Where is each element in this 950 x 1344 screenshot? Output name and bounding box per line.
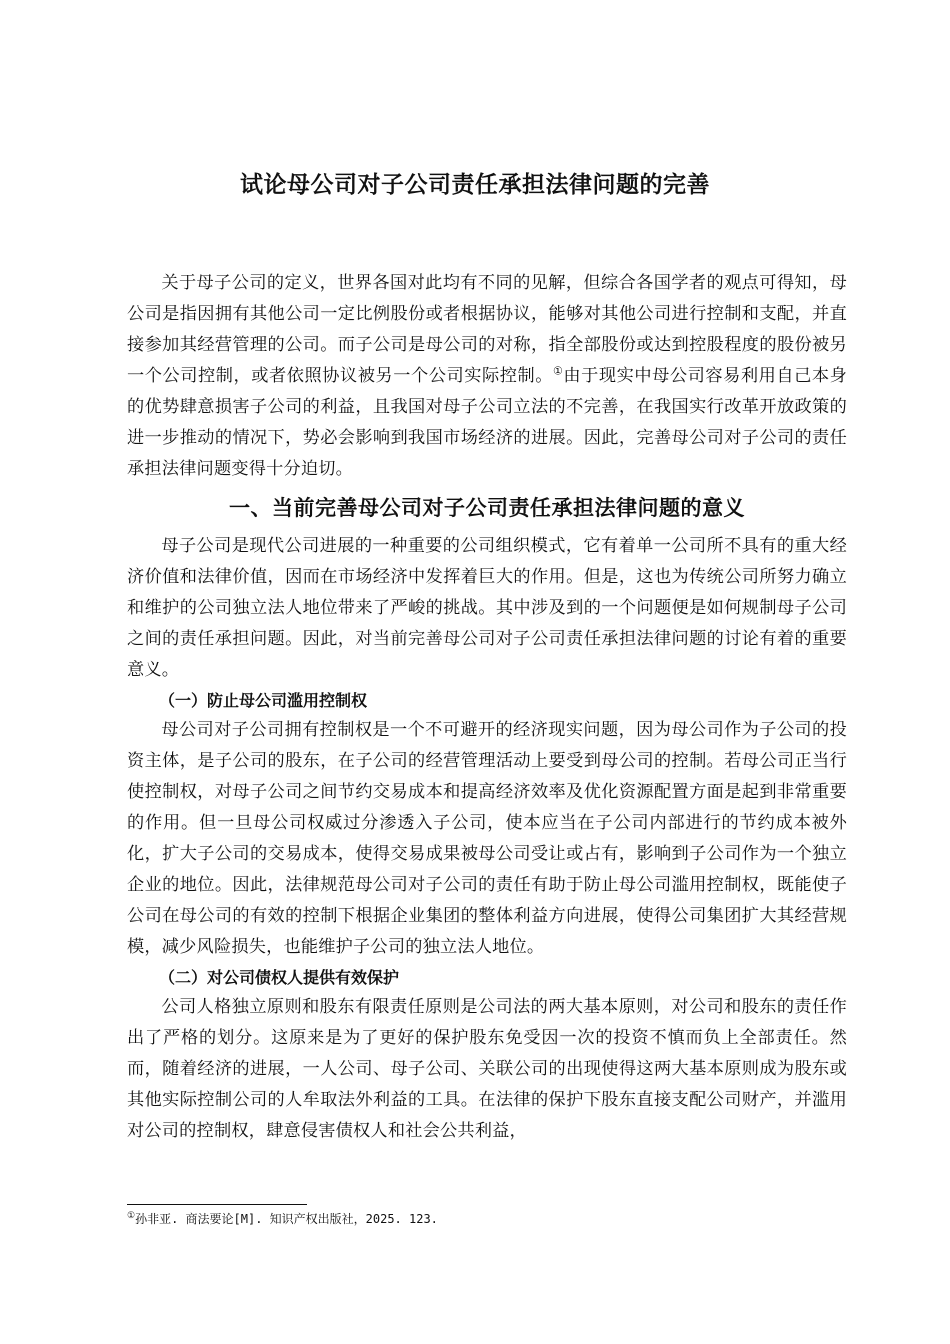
subsection-heading-1: （一）防止母公司滥用控制权 bbox=[159, 691, 368, 710]
document-body bbox=[127, 268, 847, 1147]
footnote-mark: ① bbox=[127, 1211, 136, 1221]
footnote-text: 孙非亚. 商法要论[M]. 知识产权出版社，2025. 123. bbox=[135, 1212, 438, 1226]
footnote-reference[interactable]: ① bbox=[552, 364, 564, 378]
subsection-heading-2: （二）对公司债权人提供有效保护 bbox=[159, 968, 400, 987]
intro-paragraph bbox=[127, 268, 847, 485]
footnote-divider bbox=[127, 1204, 307, 1205]
subsection-1-paragraph: 母公司对子公司拥有控制权是一个不可避开的经济现实问题，因为母公司作为子公司的投资主体，是子公司的股东，在子公司的经营管理活动上要受到母公司的控制。若母公司正当行使控制权，对母子公司之间节约交易成本和提高经济效率及优化资源配置方面是起到非常重要的作用。但一旦母公司权威过分渗透入子公司，使本应当在子公司内部进行的节约成本被外化，扩大子公司的交易成本，使得交易成果被母公司受让或占有，影响到子公司作为一个独立企业的地位。因此，法律规范母公司对子公司的责任有助于防止母公司滥用控制权，既能使子公司在母公司的有效的控制下根据企业集团的整体利益方向进展，使得公司集团扩大其经营规模，减少风险损失，也能维护子公司的独立法人地位。 bbox=[127, 720, 847, 957]
section-heading-1: 一、当前完善母公司对子公司责任承担法律问题的意义 bbox=[229, 496, 745, 520]
intro-text: 关于母子公司的定义，世界各国对此均有不同的见解，但综合各国学者的观点可得知，母公司是指因拥有其他公司一定比例股份或者根据协议，能够对其他公司进行控制和支配，并直接参加其经营管理的公司。而子公司是母公司的对称，指全部股份或达到控股程度的股份被另一个公司控制，或者依照协议被另一个公司实际控制。 bbox=[127, 273, 847, 386]
footnote bbox=[127, 1210, 847, 1228]
section-1-paragraph: 母子公司是现代公司进展的一种重要的公司组织模式，它有着单一公司所不具有的重大经济价值和法律价值，因而在市场经济中发挥着巨大的作用。但是，这也为传统公司所努力确立和维护的公司独立法人地位带来了严峻的挑战。其中涉及到的一个问题便是如何规制母子公司之间的责任承担问题。因此，对当前完善母公司对子公司责任承担法律问题的讨论有着的重要意义。 bbox=[127, 536, 847, 680]
document-title: 试论母公司对子公司责任承担法律问题的完善 bbox=[240, 172, 710, 198]
intro-text-continued: 由于现实中母公司容易利用自己本身的优势肆意损害子公司的利益，且我国对母子公司立法的不完善，在我国实行改革开放政策的进一步推动的情况下，势必会影响到我国市场经济的进展。因此，完善母公司对子公司的责任承担法律问题变得十分迫切。 bbox=[127, 366, 848, 479]
subsection-2-paragraph: 公司人格独立原则和股东有限责任原则是公司法的两大基本原则，对公司和股东的责任作出了严格的划分。这原来是为了更好的保护股东免受因一次的投资不慎而负上全部责任。然而，随着经济的进展，一人公司、母子公司、关联公司的出现使得这两大基本原则成为股东或其他实际控制公司的人牟取法外利益的工具。在法律的保护下股东直接支配公司财产，并滥用对公司的控制权，肆意侵害债权人和社会公共利益， bbox=[127, 997, 847, 1141]
